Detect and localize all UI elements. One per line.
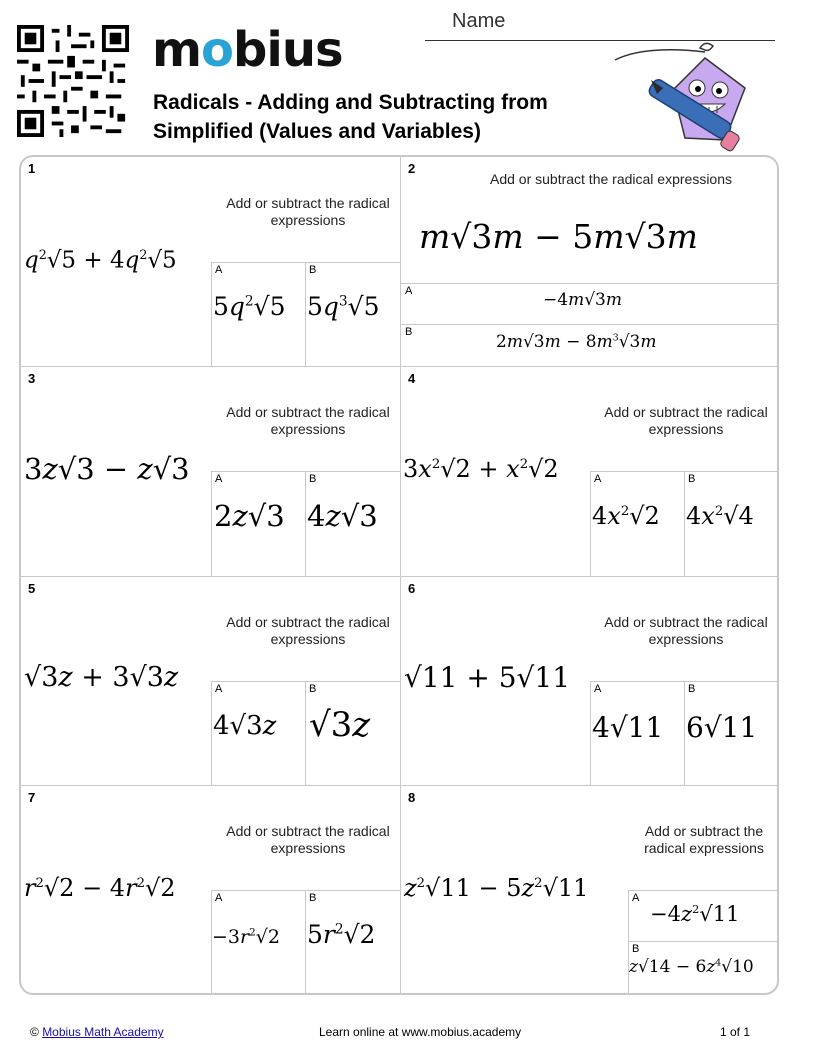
option-label: B <box>309 683 317 695</box>
problem-expression: $q^2√5 + 4q^2√5$ <box>24 247 177 274</box>
option-value: $2m√3m - 8m^3√3m$ <box>496 332 657 352</box>
problem-expression: $3x^2√2 + x^2√2$ <box>403 455 559 483</box>
answer-option-b[interactable] <box>401 324 779 366</box>
problem-expression: $r^2√2 - 4r^2√2$ <box>24 874 176 902</box>
option-label: A <box>594 683 602 695</box>
option-value: −4m√3m <box>543 290 622 310</box>
option-value: $-3r^2√2$ <box>212 926 280 948</box>
problem-prompt: Add or subtract the radical expressions <box>604 614 768 647</box>
answer-option-a[interactable] <box>211 471 305 576</box>
problem-prompt: Add or subtract the radical expressions <box>226 614 390 647</box>
answer-option-a[interactable] <box>628 890 779 941</box>
option-label: B <box>309 892 317 904</box>
option-label: B <box>632 943 640 955</box>
option-label: B <box>405 326 413 338</box>
problem-expression: m√3m − 5m√3m <box>419 217 698 256</box>
answer-option-a[interactable] <box>401 283 779 324</box>
option-label: A <box>594 473 602 485</box>
problem-prompt: Add or subtract the radical expressions <box>226 404 390 437</box>
option-label: A <box>215 683 223 695</box>
answer-option-a[interactable] <box>590 471 684 576</box>
problem-grid <box>19 155 779 995</box>
option-value: 4√3z <box>213 711 277 741</box>
problem-expression: √11 + 5√11 <box>404 661 571 694</box>
option-value: 4z√3 <box>307 499 378 533</box>
problem-6 <box>401 577 779 785</box>
option-label: A <box>215 473 223 485</box>
answer-option-a[interactable] <box>211 681 305 785</box>
answer-option-a[interactable] <box>211 262 305 366</box>
qr-code <box>17 25 129 137</box>
footer-link[interactable]: Mobius Math Academy <box>42 1025 164 1039</box>
problem-expression: √3z + 3√3z <box>24 662 179 693</box>
option-value: $5q^2√5$ <box>213 292 286 321</box>
problem-7 <box>21 786 400 995</box>
option-value: √3z <box>309 705 371 745</box>
option-value: $5q^3√5$ <box>307 292 380 321</box>
answer-option-b[interactable] <box>305 471 400 576</box>
option-label: B <box>688 683 696 695</box>
option-label: B <box>688 473 696 485</box>
option-label: A <box>215 264 223 276</box>
option-value: $5r^2√2$ <box>307 920 376 949</box>
problem-1 <box>21 157 400 366</box>
worksheet-title: Radicals - Adding and Subtracting from Simplified (Values and Variables) <box>153 91 548 143</box>
problem-number: 2 <box>408 161 416 176</box>
problem-number: 7 <box>28 790 36 805</box>
name-label: Name <box>452 10 506 32</box>
option-value: $4x^2√4$ <box>686 502 754 530</box>
answer-option-a[interactable] <box>211 890 305 995</box>
problem-number: 1 <box>28 161 36 176</box>
problem-number: 8 <box>408 790 416 805</box>
problem-prompt: Add or subtract the radical expressions <box>604 404 768 437</box>
problem-prompt: Add or subtract the radical expressions <box>644 823 764 856</box>
option-value: 6√11 <box>686 711 758 744</box>
option-value: $4x^2√2$ <box>592 502 660 530</box>
copyright-symbol: © <box>30 1025 39 1039</box>
option-label: A <box>405 285 413 297</box>
problem-number: 3 <box>28 371 36 386</box>
problem-expression: $z^2√11 - 5z^2√11$ <box>404 874 589 902</box>
problem-3 <box>21 367 400 576</box>
option-value: 4√11 <box>592 711 664 744</box>
option-value: $-4z^2√11$ <box>650 902 740 926</box>
problem-4 <box>401 367 779 576</box>
answer-option-a[interactable] <box>590 681 684 785</box>
answer-option-b[interactable] <box>305 262 400 366</box>
answer-option-b[interactable] <box>305 681 400 785</box>
option-label: B <box>309 264 317 276</box>
option-label: B <box>309 473 317 485</box>
problem-number: 6 <box>408 581 416 596</box>
page-number: 1 of 1 <box>720 1025 751 1039</box>
mascot-illustration <box>605 40 765 160</box>
answer-option-b[interactable] <box>684 471 779 576</box>
option-label: A <box>215 892 223 904</box>
option-value: 2z√3 <box>214 499 285 533</box>
problem-prompt: Add or subtract the radical expressions <box>226 195 390 228</box>
option-value: $z√14 - 6z^4√10$ <box>629 957 754 977</box>
problem-number: 5 <box>28 581 36 596</box>
answer-option-b[interactable] <box>305 890 400 995</box>
problem-5 <box>21 577 400 785</box>
footer-copyright <box>30 1025 164 1039</box>
problem-prompt: Add or subtract the radical expressions <box>226 823 390 856</box>
problem-8 <box>401 786 779 995</box>
problem-prompt: Add or subtract the radical expressions <box>489 171 732 187</box>
problem-number: 4 <box>408 371 416 386</box>
problem-2 <box>401 157 779 366</box>
mobius-logo: mobius <box>152 22 343 78</box>
footer-center-text: Learn online at www.mobius.academy <box>319 1025 522 1039</box>
option-label: A <box>632 892 640 904</box>
answer-option-b[interactable] <box>684 681 779 785</box>
problem-expression: 3z√3 − z√3 <box>24 452 190 486</box>
answer-option-b[interactable] <box>628 941 779 995</box>
